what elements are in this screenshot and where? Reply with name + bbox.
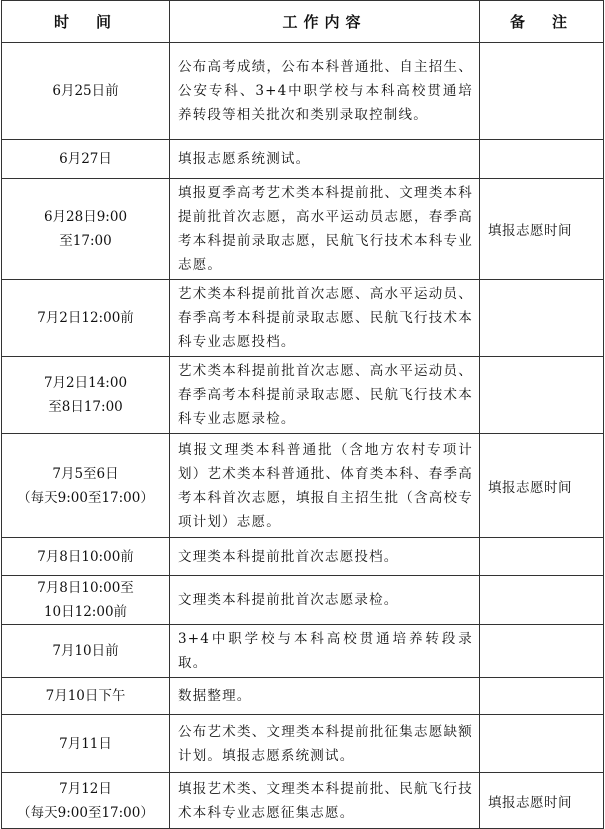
note-cell [480, 715, 604, 773]
note-cell: 填报志愿时间 [480, 773, 604, 829]
note-cell: 填报志愿时间 [480, 434, 604, 538]
note-cell [480, 678, 604, 715]
time-cell: 6月25日前 [2, 43, 170, 140]
content-cell: 数据整理。 [170, 678, 480, 715]
note-cell [480, 43, 604, 140]
table-row [2, 434, 604, 538]
content-cell: 艺术类本科提前批首次志愿、高水平运动员、春季高考本科提前录取志愿、民航飞行技术本科专业志愿投档。 [170, 280, 480, 357]
header-time: 时 间 [2, 1, 170, 43]
content-cell: 公布艺术类、文理类本科提前批征集志愿缺额计划。填报志愿系统测试。 [170, 715, 480, 773]
table-row [2, 576, 604, 625]
note-cell [480, 576, 604, 625]
content-cell: 填报夏季高考艺术类本科提前批、文理类本科提前批首次志愿，高水平运动员志愿，春季高考本科提前录取志愿，民航飞行技术本科专业志愿。 [170, 179, 480, 280]
note-cell [480, 140, 604, 179]
note-cell [480, 280, 604, 357]
time-cell: 7月8日10:00至 10日12:00前 [2, 576, 170, 625]
table-row [2, 773, 604, 829]
header-note: 备 注 [480, 1, 604, 43]
table-row [2, 715, 604, 773]
content-cell: 3+4中职学校与本科高校贯通培养转段录取。 [170, 625, 480, 678]
time-cell: 6月28日9:00 至17:00 [2, 179, 170, 280]
content-cell: 填报艺术类、文理类本科提前批、民航飞行技术本科专业志愿征集志愿。 [170, 773, 480, 829]
time-cell: 7月5至6日 （每天9:00至17:00） [2, 434, 170, 538]
content-cell: 文理类本科提前批首次志愿投档。 [170, 538, 480, 576]
table-row [2, 625, 604, 678]
note-cell: 填报志愿时间 [480, 179, 604, 280]
header-content: 工作内容 [170, 1, 480, 43]
time-cell: 7月2日14:00 至8日17:00 [2, 357, 170, 434]
table-row [2, 538, 604, 576]
table-row [2, 179, 604, 280]
content-cell: 艺术类本科提前批首次志愿、高水平运动员、春季高考本科提前录取志愿、民航飞行技术本科专业志愿录检。 [170, 357, 480, 434]
content-cell: 填报文理类本科普通批（含地方农村专项计划）艺术类本科普通批、体育类本科、春季高考本科首次志愿，填报自主招生批（含高校专项计划）志愿。 [170, 434, 480, 538]
table-row [2, 140, 604, 179]
table-row [2, 280, 604, 357]
time-cell: 7月8日10:00前 [2, 538, 170, 576]
note-cell [480, 538, 604, 576]
schedule-table [1, 0, 604, 829]
table-row [2, 357, 604, 434]
time-cell: 7月11日 [2, 715, 170, 773]
content-cell: 填报志愿系统测试。 [170, 140, 480, 179]
table-row [2, 678, 604, 715]
note-cell [480, 625, 604, 678]
content-cell: 公布高考成绩，公布本科普通批、自主招生、公安专科、3+4中职学校与本科高校贯通培养转段等相关批次和类别录取控制线。 [170, 43, 480, 140]
time-cell: 7月12日 （每天9:00至17:00） [2, 773, 170, 829]
time-cell: 7月10日下午 [2, 678, 170, 715]
time-cell: 6月27日 [2, 140, 170, 179]
time-cell: 7月10日前 [2, 625, 170, 678]
content-cell: 文理类本科提前批首次志愿录检。 [170, 576, 480, 625]
header-row [2, 1, 604, 43]
time-cell: 7月2日12:00前 [2, 280, 170, 357]
note-cell [480, 357, 604, 434]
table-row [2, 43, 604, 140]
